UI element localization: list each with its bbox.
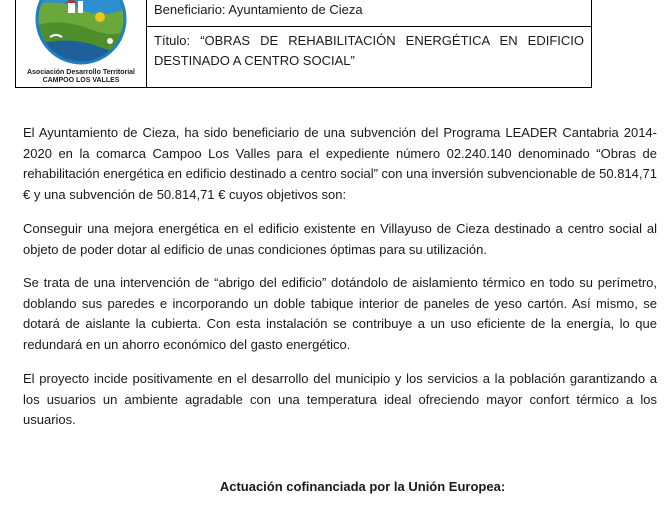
titulo-field: Título: “OBRAS DE REHABILITACIÓN ENERGÉTICA EN EDIFICIO DESTINADO A CENTRO SOCIAL” (154, 33, 584, 68)
logo-caption-line2: CAMPOO LOS VALLES (42, 77, 120, 84)
logo-cell (16, 0, 147, 87)
header-table (15, 0, 592, 88)
paragraph-4: El proyecto incide positivamente en el desarrollo del municipio y los servicios a la población garantizando a los usuarios un ambiente agradable con una temperatura ideal ofreciendo mayor confort térmico a los usuarios. (23, 371, 657, 428)
paragraph-3: Se trata de una intervención de “abrigo del edificio” dotándolo de aislamiento térmico en todo su perímetro, doblando sus paredes e incorporando un doble tabique interior de paneles de yeso cartón. Así mismo, se dotará de aislante la cubierta. Con esta instalación se contribuye a un uso eficiente de la energía, lo que redundará en un ahorro económico del gasto energético. (23, 275, 657, 353)
logo-caption-line1: Asociación Desarrollo Territorial (26, 69, 135, 76)
paragraph-1: El Ayuntamiento de Cieza, ha sido beneficiario de una subvención del Programa LEADER Cantabria 2014-2020 en la comarca Campoo Los Valles para el expediente número 02.240.140 denominado “Obras de rehabilitación energética en edificio destinado a centro social” con una inversión subvencionable de 50.814,71 € y una subvención de 50.814,71 € cuyos objetivos son: (23, 125, 657, 203)
beneficiario-field: Beneficiario: Ayuntamiento de Cieza (147, 0, 591, 27)
association-logo-icon (30, 0, 132, 69)
cofinanciada-heading: Actuación cofinanciada por la Unión Europea: (219, 479, 506, 494)
paragraph-2: Conseguir una mejora energética en el edificio existente en Villayuso de Cieza destinado a centro social al objeto de poder dotar al edificio de unas condiciones óptimas para su utilización. (23, 221, 657, 257)
